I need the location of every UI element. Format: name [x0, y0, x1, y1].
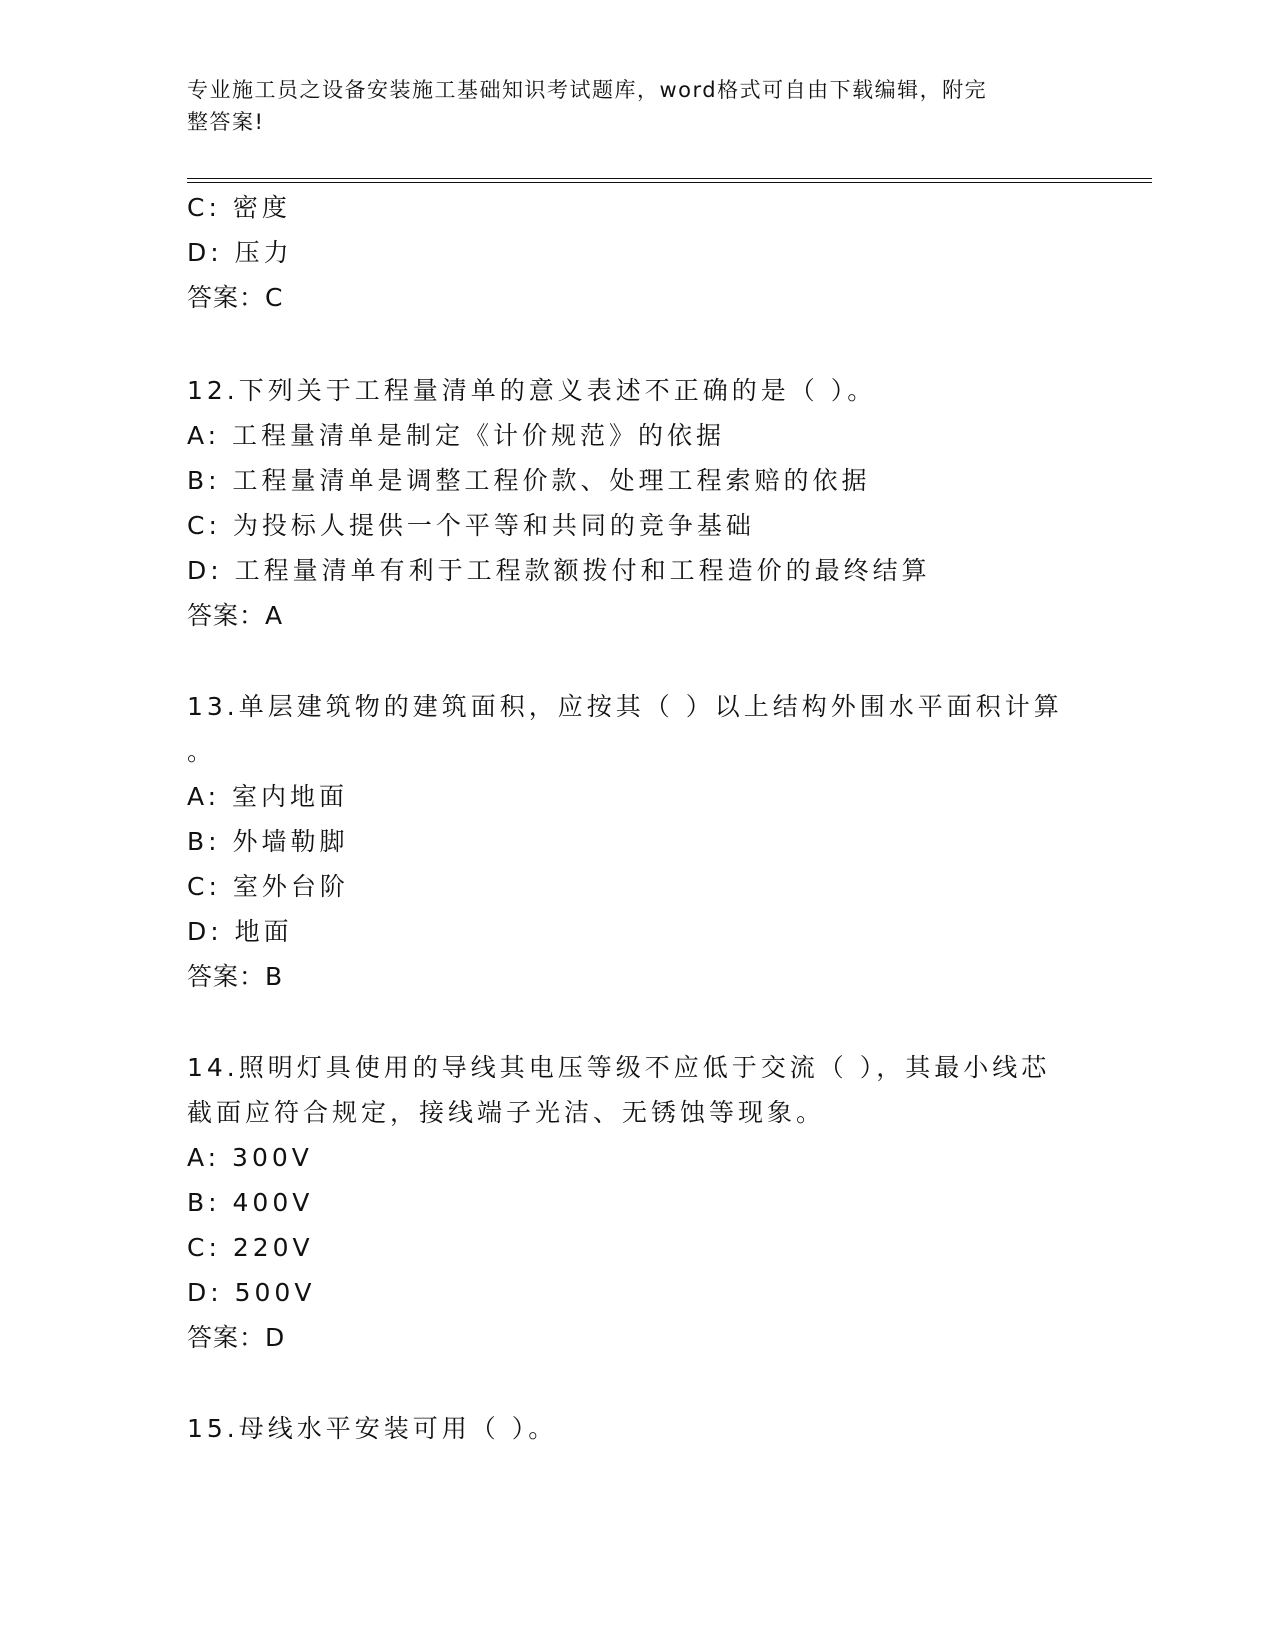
q12-stem: 12.下列关于工程量清单的意义表述不正确的是（ ）。 — [187, 376, 877, 405]
q13-stem-line-1: 13.单层建筑物的建筑面积，应按其（ ）以上结构外围水平面积计算 — [187, 692, 1063, 721]
prev-answer: 答案：C — [187, 283, 284, 312]
header-line-1: 专业施工员之设备安装施工基础知识考试题库，word格式可自由下载编辑，附完 — [187, 78, 988, 102]
q12-option-b: B: 工程量清单是调整工程价款、处理工程索赔的依据 — [187, 466, 871, 495]
q14-answer: 答案：D — [187, 1323, 286, 1352]
q12-option-a: A: 工程量清单是制定《计价规范》的依据 — [187, 421, 726, 450]
q13-option-a: A: 室内地面 — [187, 782, 349, 811]
q12-option-d: D: 工程量清单有利于工程款额拨付和工程造价的最终结算 — [187, 556, 931, 585]
prev-option-d: D: 压力 — [187, 238, 293, 267]
q14-stem-line-1: 14.照明灯具使用的导线其电压等级不应低于交流（ ），其最小线芯 — [187, 1053, 1051, 1082]
q14-option-c: C: 220V — [187, 1233, 314, 1262]
q13-option-d: D: 地面 — [187, 917, 293, 946]
q14-option-a: A: 300V — [187, 1143, 313, 1172]
q14-option-d: D: 500V — [187, 1278, 316, 1307]
page-header — [187, 74, 1067, 138]
prev-option-c: C: 密度 — [187, 193, 291, 222]
q13-stem-line-2: 。 — [187, 737, 217, 766]
q14-stem-line-2: 截面应符合规定，接线端子光洁、无锈蚀等现象。 — [187, 1098, 826, 1127]
q12-option-c: C: 为投标人提供一个平等和共同的竞争基础 — [187, 511, 755, 540]
q15-stem: 15.母线水平安装可用（ ）。 — [187, 1414, 558, 1443]
q13-option-c: C: 室外台阶 — [187, 872, 349, 901]
q14-option-b: B: 400V — [187, 1188, 314, 1217]
q12-answer: 答案：A — [187, 601, 284, 630]
header-rule-bottom — [187, 182, 1152, 183]
header-rule-top — [187, 178, 1152, 179]
q13-option-b: B: 外墙勒脚 — [187, 827, 349, 856]
q13-answer: 答案：B — [187, 962, 284, 991]
header-line-2: 整答案! — [187, 110, 265, 134]
